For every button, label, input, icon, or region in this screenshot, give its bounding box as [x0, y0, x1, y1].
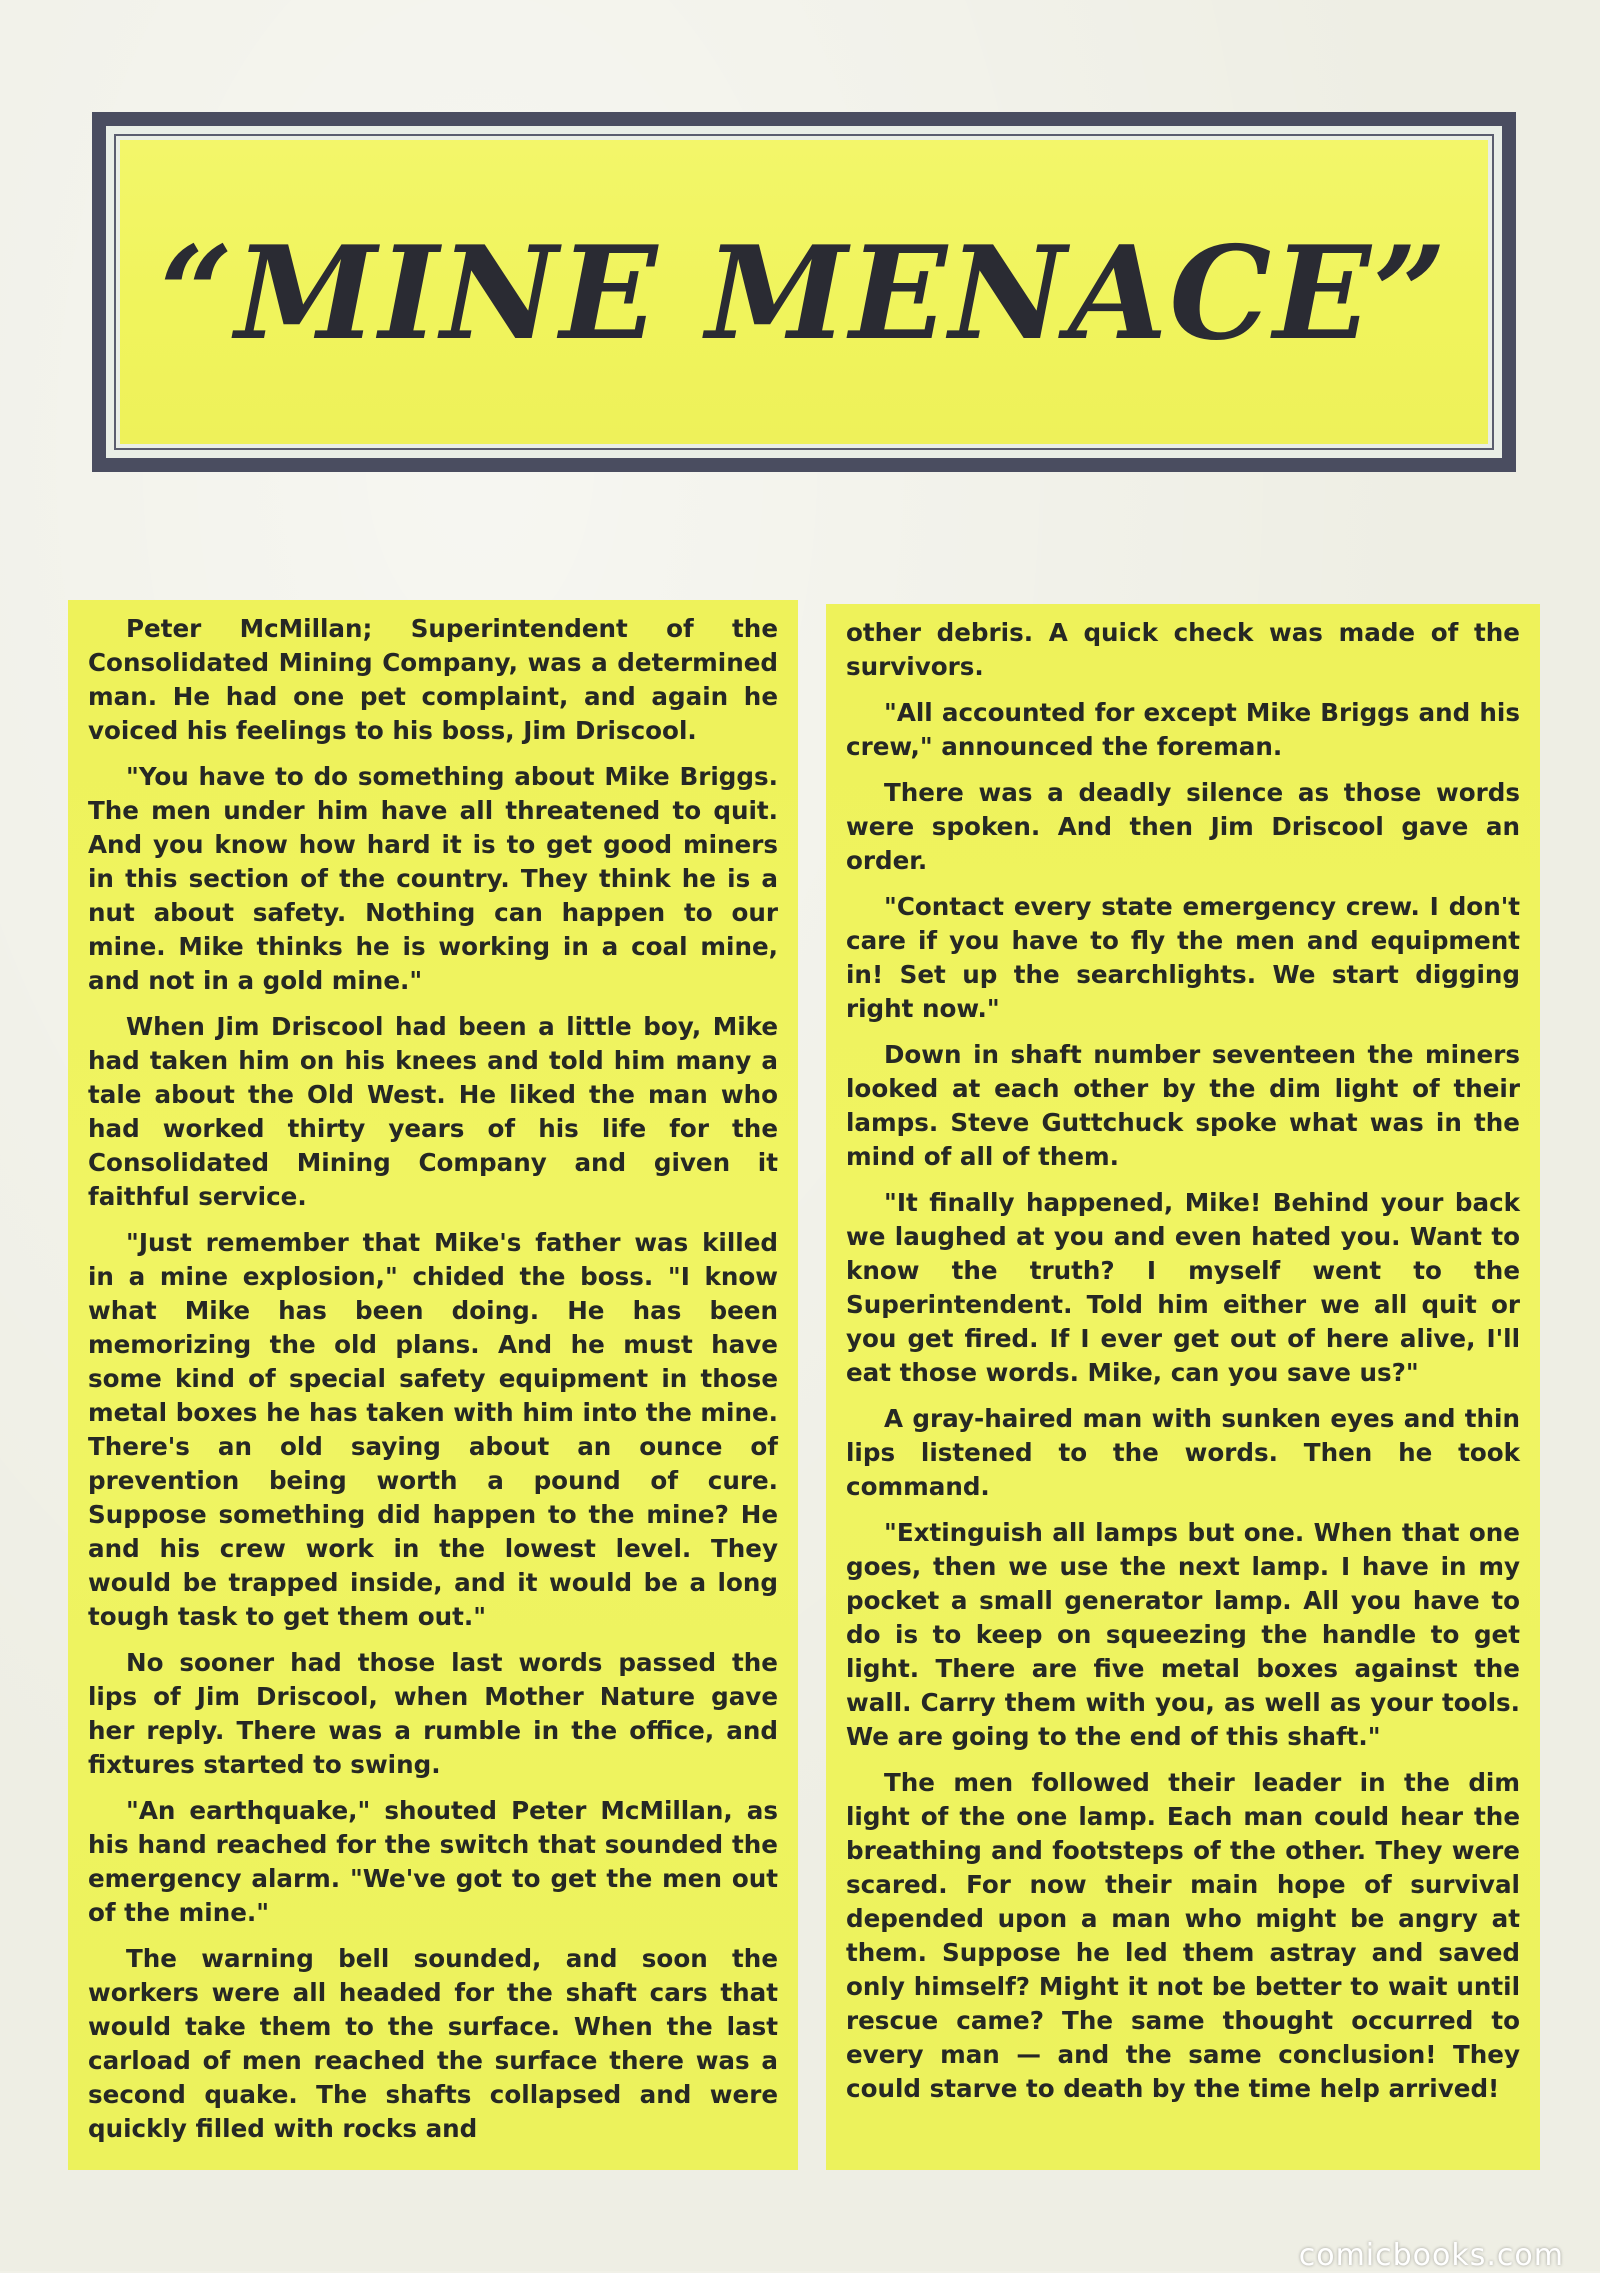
- paragraph: "Extinguish all lamps but one. When that one goes, then we use the next lamp. I have in my pocket a small generator lamp. All you have to do is to keep on squeezing the handle to get light. There are five metal boxes against the wall. Carry them with you, as well as your tools. We are going to the end of this shaft.": [846, 1518, 1520, 1751]
- paragraph: "It finally happened, Mike! Behind your back we laughed at you and even hated you. Want to know the truth? I myself went to the Superintendent. Told him either we all quit or you get fired. If I ever get out of here alive, I'll eat those words. Mike, can you save us?": [846, 1188, 1520, 1387]
- paragraph: There was a deadly silence as those words were spoken. And then Jim Driscool gave an order.: [846, 778, 1520, 875]
- title-frame: [92, 112, 1516, 472]
- paragraph: "Just remember that Mike's father was killed in a mine explosion," chided the boss. "I know what Mike has been doing. He has been memorizing the old plans. And he must have some kind of special safety equipment in those metal boxes he has taken with him into the mine. There's an old saying about an ounce of prevention being worth a pound of cure. Suppose something did happen to the mine? He and his crew work in the lowest level. They would be trapped inside, and it would be a long tough task to get them out.": [88, 1228, 778, 1631]
- paragraph: No sooner had those last words passed the lips of Jim Driscool, when Mother Nature gave her reply. There was a rumble in the office, and fixtures started to swing.: [88, 1648, 778, 1779]
- paragraph: "An earthquake," shouted Peter McMillan, as his hand reached for the switch that sounded the emergency alarm. "We've got to get the men out of the mine.": [88, 1796, 778, 1927]
- paragraph: A gray-haired man with sunken eyes and thin lips listened to the words. Then he took command.: [846, 1404, 1520, 1501]
- title-panel: [120, 140, 1488, 444]
- paragraph: The warning bell sounded, and soon the workers were all headed for the shaft cars that would take them to the surface. When the last carload of men reached the surface there was a second quake. The shafts collapsed and were quickly filled with rocks and: [88, 1944, 778, 2143]
- paragraph-continued: other debris. A quick check was made of the survivors.: [846, 618, 1520, 681]
- paragraph: "You have to do something about Mike Briggs. The men under him have all threatened to quit. And you know how hard it is to get good miners in this section of the country. They think he is a nut about safety. Nothing can happen to our mine. Mike thinks he is working in a coal mine, and not in a gold mine.": [88, 762, 778, 995]
- paragraph: When Jim Driscool had been a little boy, Mike had taken him on his knees and told him many a tale about the Old West. He liked the man who had worked thirty years of his life for the Consolidated Mining Company and given it faithful service.: [88, 1012, 778, 1211]
- left-text-column: [68, 600, 798, 2170]
- right-text-column: [826, 604, 1540, 2170]
- paragraph: Peter McMillan; Superintendent of the Consolidated Mining Company, was a determined man. He had one pet complaint, and again he voiced his feelings to his boss, Jim Driscool.: [88, 614, 778, 745]
- paragraph: "All accounted for except Mike Briggs and his crew," announced the foreman.: [846, 698, 1520, 761]
- paragraph: The men followed their leader in the dim light of the one lamp. Each man could hear the breathing and footsteps of the other. They were scared. For now their main hope of survival depended upon a man who might be angry at them. Suppose he led them astray and saved only himself? Might it not be better to wait until rescue came? The same thought occurred to every man — and the same conclusion! They could starve to death by the time help arrived!: [846, 1768, 1520, 2103]
- story-title: “MINE MENACE”: [159, 219, 1449, 369]
- paragraph: Down in shaft number seventeen the miners looked at each other by the dim light of their lamps. Steve Guttchuck spoke what was in the mind of all of them.: [846, 1040, 1520, 1171]
- paragraph: "Contact every state emergency crew. I don't care if you have to fly the men and equipment in! Set up the searchlights. We start digging right now.": [846, 892, 1520, 1023]
- watermark: comicbooks.com: [1298, 2238, 1564, 2273]
